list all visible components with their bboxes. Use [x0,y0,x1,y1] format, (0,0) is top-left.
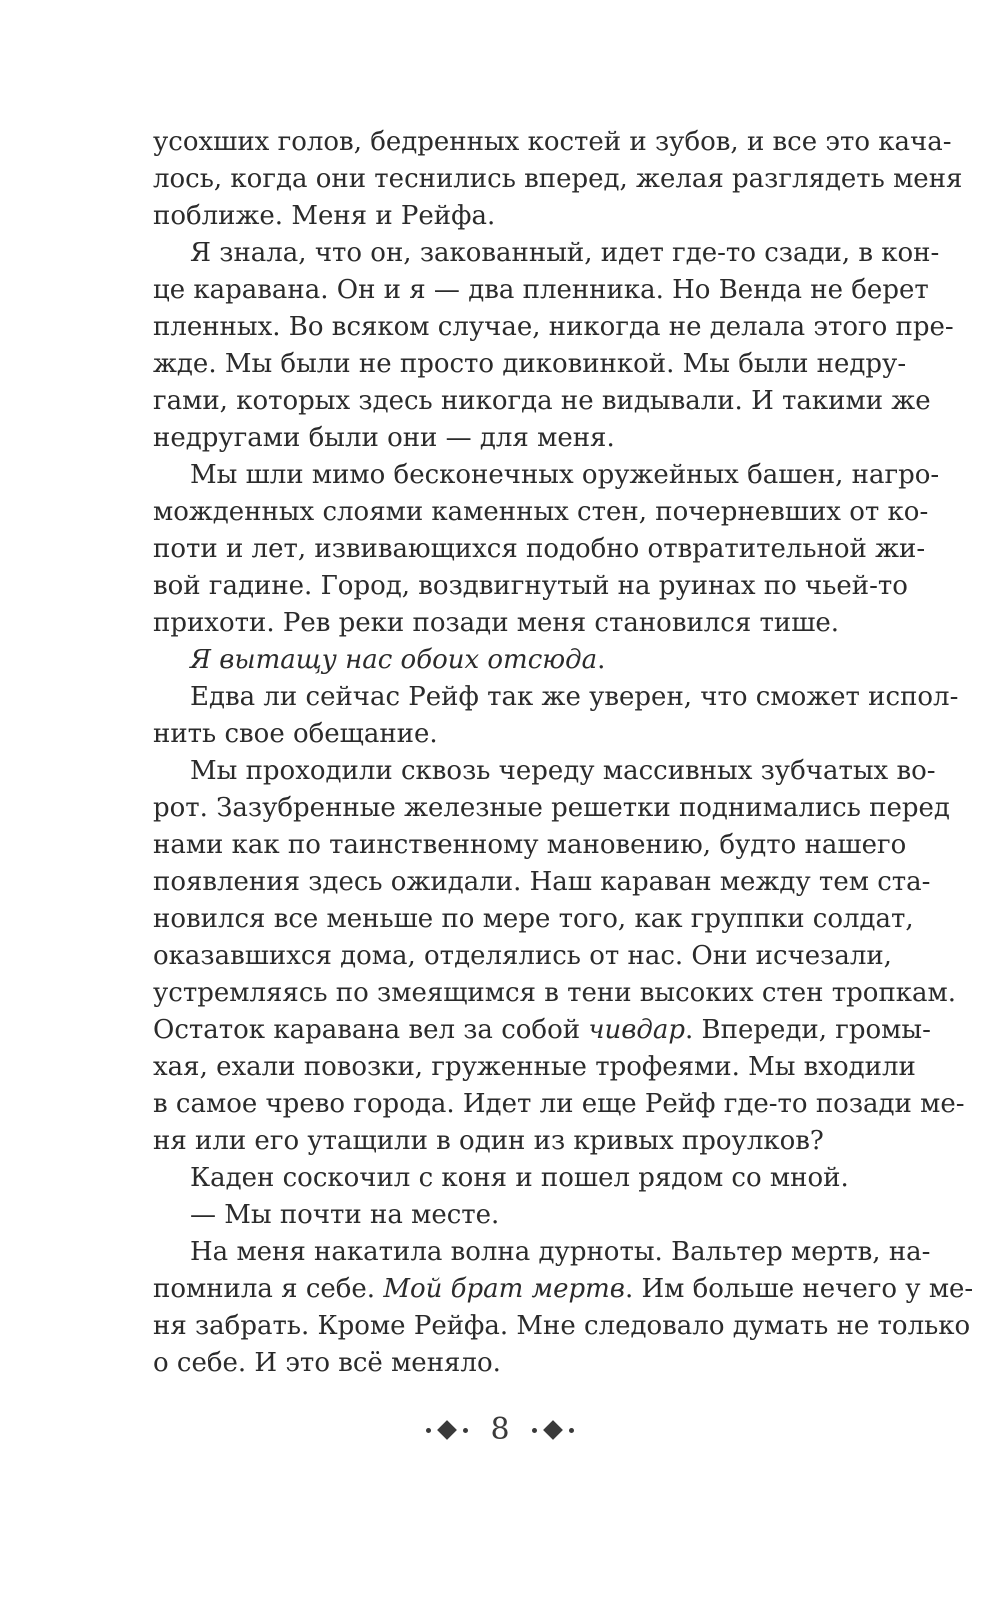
text-run: . [597,645,606,675]
text-run: ня или его утащили в один из кривых проулков? [153,1126,824,1156]
text-line [153,309,954,346]
text-line [153,531,926,568]
text-line [153,642,870,679]
text-run: Едва ли сейчас Рейф так же уверен, что сможет испол- [190,682,959,712]
text-run: На меня накатила волна дурноты. Вальтер мертв, на- [190,1237,931,1267]
text-line [153,1086,965,1123]
text-run: устремляясь по змеящимся в тени высоких стен тропкам. [153,978,957,1008]
text-run: недругами были они — для меня. [153,423,615,453]
text-run: оказавшихся дома, отделялись от нас. Они исчезали, [153,941,892,971]
text-line [153,1308,971,1345]
text-line [153,1012,931,1049]
text-line [153,716,870,753]
text-run: Каден соскочил с коня и пошел рядом со мной. [190,1163,849,1193]
text-run: жде. Мы были не просто диковинкой. Мы были недру- [153,349,907,379]
text-run: новился все меньше по мере того, как группки солдат, [153,904,914,934]
paragraph [153,753,965,1160]
text-line [153,864,931,901]
paragraph [153,642,870,679]
text-run: прихоти. Рев реки позади меня становился тише. [153,608,840,638]
text-run: лось, когда они теснились вперед, желая разглядеть меня [153,164,963,194]
text-run: рот. Зазубренные железные решетки поднимались перед [153,793,950,823]
text-line [153,198,870,235]
italic-text: Я вытащу нас обоих отсюда [190,645,598,675]
text-run: можденных слоями каменных стен, почерневших от ко- [153,497,929,527]
text-run: хая, ехали повозки, груженные трофеями. Мы входили [153,1052,916,1082]
text-run: Мы проходили сквозь череду массивных зубчатых во- [190,756,936,786]
text-run: появления здесь ожидали. Наш караван между тем ста- [153,867,931,897]
text-line [153,901,914,938]
text-line [153,494,929,531]
text-run: нами как по таинственному мановению, будто нашего [153,830,907,860]
text-run: . Им больше нечего у ме- [624,1274,974,1304]
paragraph [153,1160,870,1197]
text-line [153,272,929,309]
text-line [153,938,892,975]
text-line [153,1160,870,1197]
page-text [153,124,974,1382]
text-run: ня забрать. Кроме Рейфа. Мне следовало думать не только [153,1311,971,1341]
text-run: гами, которых здесь никогда не видывали. И такими же [153,386,931,416]
paragraph [153,1234,974,1382]
text-run: вой гадине. Город, воздвигнутый на руинах по чьей-то [153,571,908,601]
text-line [153,346,907,383]
text-line [153,235,940,272]
text-line [153,420,870,457]
italic-text: чивдар [588,1015,685,1045]
page-footer [0,1410,1000,1450]
text-line [153,1234,931,1271]
text-run: — Мы почти на месте. [190,1200,500,1230]
text-line [153,827,907,864]
paragraph [153,457,940,642]
text-run: поближе. Меня и Рейфа. [153,201,496,231]
text-line [153,457,940,494]
text-line [153,753,936,790]
text-run: поти и лет, извивающихся подобно отвратительной жи- [153,534,926,564]
italic-text: Мой брат мертв [383,1274,625,1304]
text-run: пленных. Во всяком случае, никогда не делала этого пре- [153,312,954,342]
text-run: Остаток каравана вел за собой [153,1015,589,1045]
text-line [153,1123,870,1160]
text-run: помнила я себе. [153,1274,384,1304]
text-run: Я знала, что он, закованный, идет где-то сзади, в кон- [190,238,940,268]
page-number: 8 [490,1412,510,1447]
text-run: о себе. И это всё меняло. [153,1348,501,1378]
paragraph [153,124,963,235]
text-run: нить свое обещание. [153,719,438,749]
paragraph [153,1197,870,1234]
text-line [153,568,908,605]
text-line [153,1197,870,1234]
text-run: усохших голов, бедренных костей и зубов, и все это кача- [153,127,952,157]
text-line [153,1345,870,1382]
text-run: в самое чрево города. Идет ли еще Рейф где-то позади ме- [153,1089,965,1119]
text-run: . Впереди, громы- [685,1015,931,1045]
text-line [153,605,870,642]
text-line [153,383,931,420]
text-run: це каравана. Он и я — два пленника. Но Венда не берет [153,275,929,305]
text-line [153,975,957,1012]
ornament-right-icon [532,1423,574,1437]
text-line [153,679,959,716]
text-line [153,1271,974,1308]
text-line [153,124,952,161]
text-line [153,790,950,827]
text-line [153,161,963,198]
paragraph [153,679,959,753]
paragraph [153,235,954,457]
text-run: Мы шли мимо бесконечных оружейных башен, нагро- [190,460,940,490]
text-line [153,1049,916,1086]
ornament-left-icon [426,1423,468,1437]
